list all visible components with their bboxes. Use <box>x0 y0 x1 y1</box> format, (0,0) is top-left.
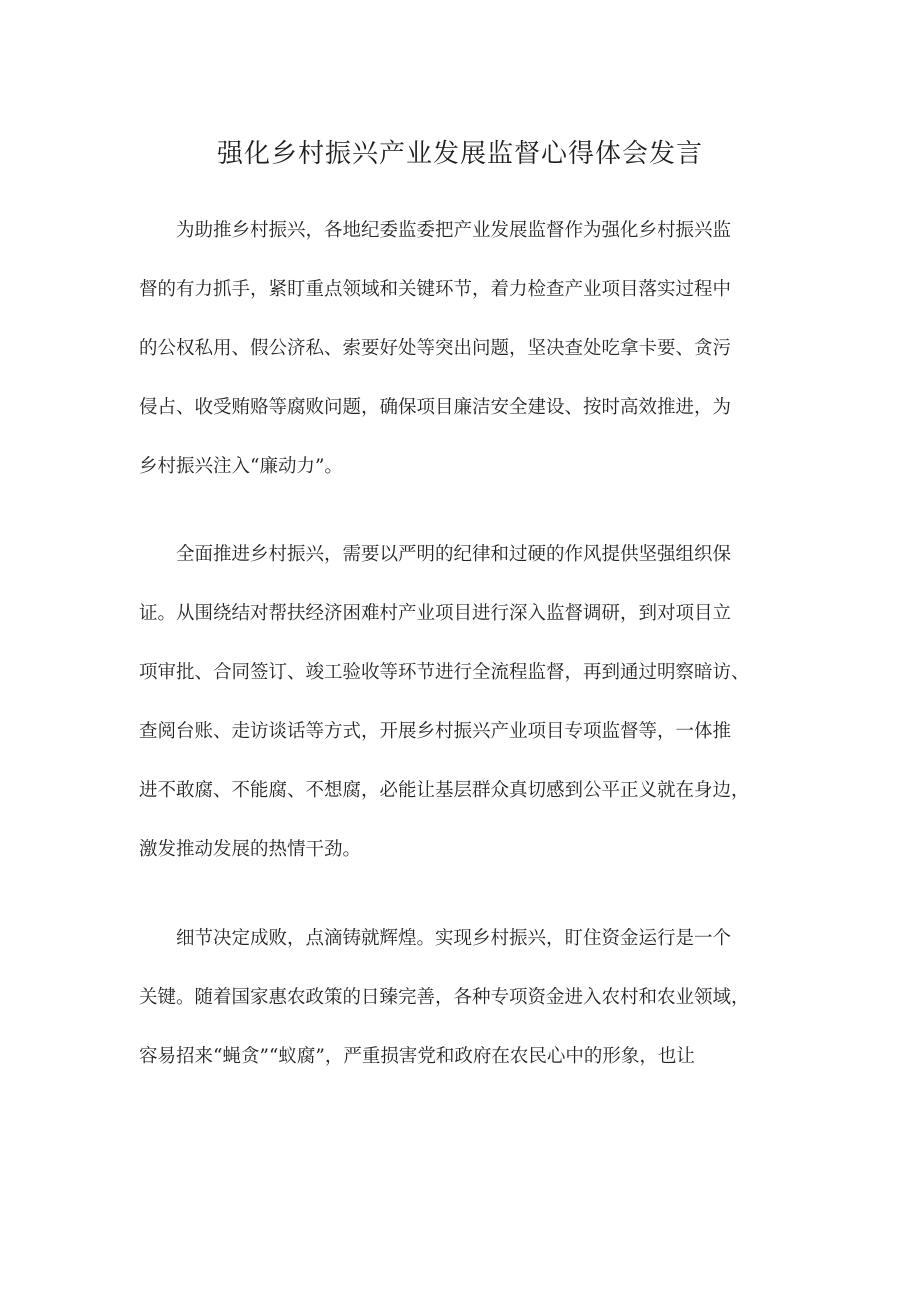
paragraph-line: 进不敢腐、不能腐、不想腐，必能让基层群众真切感到公平正义就在身边， <box>139 780 750 801</box>
paragraph-line: 查阅台账、走访谈话等方式，开展乡村振兴产业项目专项监督等，一体推 <box>139 721 732 742</box>
paragraph-line: 乡村振兴注入“廉动力”。 <box>139 456 343 477</box>
paragraph-line: 侵占、收受贿赂等腐败问题，确保项目廉洁安全建设、按时高效推进，为 <box>139 397 732 418</box>
paragraph-line: 督的有力抓手，紧盯重点领域和关键环节，着力检查产业项目落实过程中 <box>139 279 732 300</box>
paragraph-2 <box>139 525 799 879</box>
paragraph-1 <box>139 201 799 496</box>
document-title: 强化乡村振兴产业发展监督心得体会发言 <box>216 139 703 169</box>
paragraph-line: 激发推动发展的热情干劲。 <box>139 839 362 860</box>
paragraph-line: 项审批、合同签订、竣工验收等环节进行全流程监督，再到通过明察暗访、 <box>139 662 750 683</box>
paragraph-line: 全面推进乡村振兴，需要以严明的纪律和过硬的作风提供坚强组织保 <box>176 544 732 565</box>
paragraph-3 <box>139 909 799 1086</box>
paragraph-line: 容易招来“蝇贪”“蚁腐”，严重损害党和政府在农民心中的形象，也让 <box>139 1046 695 1067</box>
paragraph-line: 关键。随着国家惠农政策的日臻完善，各种专项资金进入农村和农业领域， <box>139 987 750 1008</box>
paragraph-line: 为助推乡村振兴，各地纪委监委把产业发展监督作为强化乡村振兴监 <box>176 220 732 241</box>
paragraph-line: 证。从围绕结对帮扶经济困难村产业项目进行深入监督调研，到对项目立 <box>139 603 732 624</box>
paragraph-line: 的公权私用、假公济私、索要好处等突出问题，坚决查处吃拿卡要、贪污 <box>139 338 732 359</box>
paragraph-line: 细节决定成败，点滴铸就辉煌。实现乡村振兴，盯住资金运行是一个 <box>176 928 732 949</box>
